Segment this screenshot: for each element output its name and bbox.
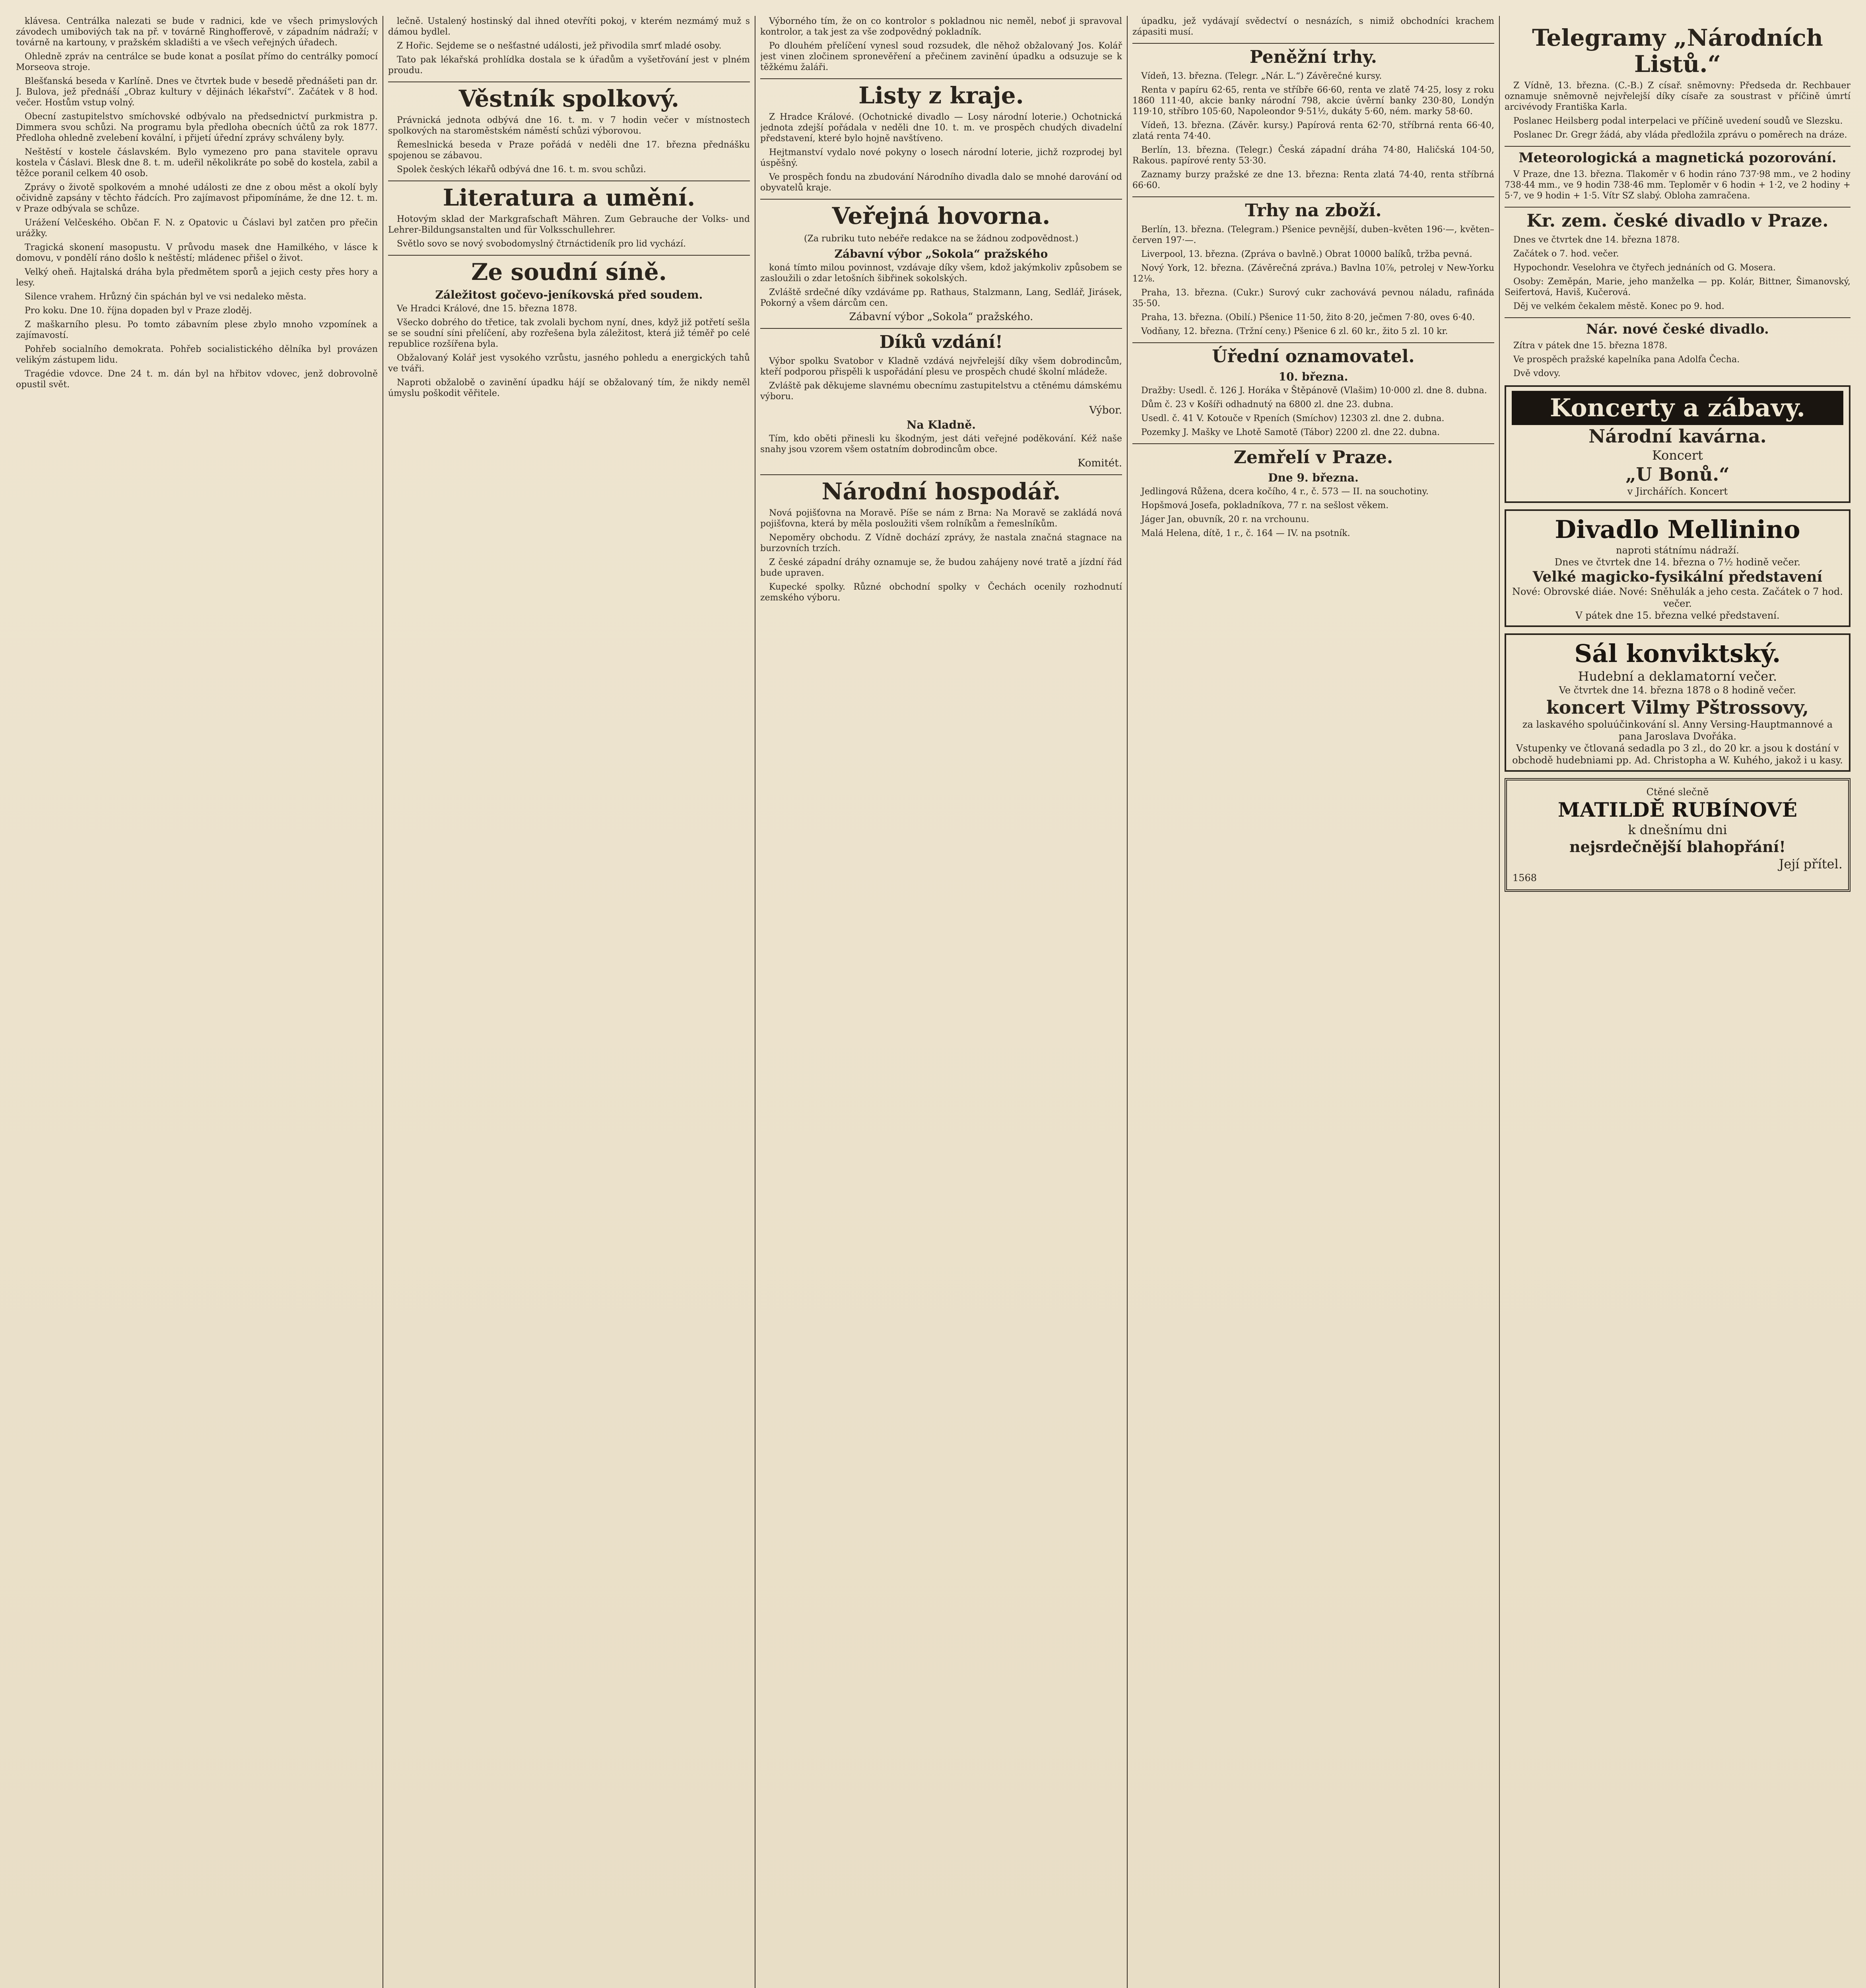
ad-line: V pátek dne 15. března velké představení. [1575, 610, 1780, 621]
paragraph: Tragická skonení masopustu. V průvodu masek dne Hamilkého, v lásce k domovu, v pondělí ráno došlo k neštěstí; mládenec přišel o život. [16, 243, 378, 263]
paragraph: Renta v papíru 62·65, renta ve stříbře 66·60, renta ve zlatě 74·25, losy z roku 1860 111·40, akcie banky národní 798, akcie úvěrní banky 230·80, Londýn 119·10, stříbro 105·60, Napoleondor 9·51½, dukáty 5·60, ném. marky 58·60. [1132, 85, 1494, 116]
ad-sal-konviktsky [1505, 633, 1850, 772]
section-heading-spolkovy: Věstník spolkový. [388, 82, 750, 112]
paragraph: Osoby: Zeměpán, Marie, jeho manželka — pp. Kolár, Bittner, Šimanovský, Seifertová, Haviš, Kučerová. [1505, 277, 1850, 297]
paragraph: Po dlouhém přelíčení vynesl soud rozsudek, dle něhož obžalovaný Jos. Kolář jest vinen zločinem spronevěření a přečinem zavinění úpadku a odsuzuje se k těžkému žaláři. [760, 41, 1122, 72]
ad-line: Koncert [1652, 448, 1703, 463]
ad-line: Nové: Obrovské diáe. Nové: Sněhulák a jeho cesta. Začátek o 7 hod. večer. [1512, 586, 1843, 609]
section-heading-penezni: Peněžní trhy. [1132, 43, 1494, 68]
paragraph: Pozemky J. Mašky ve Lhotě Samotě (Tábor) 2200 zl. dne 22. dubna. [1141, 427, 1440, 437]
paragraph: Zaznamy burzy pražské ze dne 13. března: Renta zlatá 74·40, renta stříbrná 66·60. [1132, 170, 1494, 190]
paragraph: Hypochondr. Veselohra ve čtyřech jednáních od G. Mosera. [1513, 263, 1776, 273]
paragraph: Z Hradce Králové. (Ochotnické divadlo — Losy národní loterie.) Ochotnická jednota zdejší pořádala v neděli dne 10. t. m. ve prospěch chudých divadelní představení, které bylo hojně navštíveno. [760, 112, 1122, 144]
paragraph: Vodňany, 12. března. (Tržní ceny.) Pšenice 6 zl. 60 kr., žito 5 zl. 10 kr. [1141, 326, 1448, 336]
column-4 [1132, 16, 1494, 1988]
ad-line: k dnešnímu dni [1628, 822, 1727, 837]
column-5 [1505, 16, 1850, 1988]
paragraph: V Praze, dne 13. března. Tlakoměr v 6 hodin ráno 737·98 mm., ve 2 hodiny 738·44 mm., ve 9 hodin 738·46 mm. Teploměr v 6 hodin + 1·2, ve 2 hodiny + 5·7, ve 9 hodin + 1·5. Vítr SZ slabý. Obloha zamračena. [1505, 169, 1850, 201]
section-heading-telegramy: Telegramy „Národních Listů.“ [1532, 24, 1823, 78]
paragraph: Berlín, 13. března. (Telegram.) Pšenice pevnější, duben–květen 196·—, květen–červen 197·—. [1132, 225, 1494, 245]
paragraph: Poslanec Heilsberg podal interpelaci ve příčině uvedení soudů ve Slezsku. [1513, 116, 1843, 126]
ad-line: nejsrdečnější blahopřání! [1569, 838, 1786, 856]
paragraph: Řemeslnická beseda v Praze pořádá v neděli dne 17. března přednášku spojenou se zábavou. [388, 140, 750, 161]
paragraph: úpadku, jež vydávají svědectví o nesnázích, s nimiž obchodníci krachem zápasiti musí. [1132, 16, 1494, 37]
paragraph: Hopšmová Josefa, pokladníkova, 77 r. na sešlost věkem. [1141, 501, 1389, 511]
column-2 [388, 16, 750, 1988]
paragraph: Obecní zastupitelstvo smíchovské odbývalo na předsednictví purkmistra p. Dimmera svou schůzi. Na programu byla předloha obecních účtů za rok 1877. Předloha ohledně zvelebení kovální, i přijetí úřední zprávy schváleny byly. [16, 112, 378, 143]
paragraph: Urážení Velčeského. Občan F. N. z Opatovic u Čáslavi byl zatčen pro přečin urážky. [16, 218, 378, 239]
section-heading-nove-divadlo: Nár. nové české divadlo. [1505, 317, 1850, 337]
section-heading-trhy: Trhy na zboží. [1132, 196, 1494, 221]
ad-divadlo-mellinino [1505, 509, 1850, 627]
paragraph: Ve Hradci Králové, dne 15. března 1878. [397, 304, 577, 314]
paragraph: Pro koku. Dne 10. října dopaden byl v Praze zloděj. [25, 306, 252, 316]
section-heading-hospodar: Národní hospodář. [760, 474, 1122, 505]
paragraph: Ve prospěch fondu na zbudování Národního divadla dalo se mnohé darování od obyvatelů kraje. [760, 172, 1122, 193]
section-heading-diku: Díků vzdání! [760, 328, 1122, 353]
paragraph: klávesa. Centrálka nalezati se bude v radnici, kde ve všech primyslových závodech umiboviých tak na př. v továrně Ringhofferově, v západním nádraží; v továrně na kartouny, v pražském skladišti a ve všech veřejných úřadech. [16, 16, 378, 48]
ad-line: Ve čtvrtek dne 14. března 1878 o 8 hodině večer. [1559, 685, 1796, 696]
ad-line: Velké magicko-fysikální představení [1532, 569, 1823, 585]
ad-code: 1568 [1513, 872, 1537, 883]
ad-title: Divadlo Mellinino [1555, 515, 1800, 544]
ad-line: Hudební a deklamatorní večer. [1578, 669, 1777, 684]
ad-line: Dnes ve čtvrtek dne 14. března o 7½ hodině večer. [1554, 557, 1801, 568]
paragraph: Právnická jednota odbývá dne 16. t. m. v 7 hodin večer v místnostech spolkových na staroměstském náměstí schůzi výborovou. [388, 115, 750, 136]
paragraph: Poslanec Dr. Gregr žádá, aby vláda předložila zprávu o poměrech na dráze. [1513, 130, 1847, 140]
ad-line: Vstupenky ve čtlovaná sedadla po 3 zl., do 20 kr. a jsou k dostání v obchodě hudebniami pp. Ad. Christopha a W. Kuhého, jakož i u kasy. [1512, 743, 1843, 766]
paragraph: Nový York, 12. března. (Závěrečná zpráva.) Bavlna 10⅞, petrolej v New-Yorku 12⅛. [1132, 263, 1494, 284]
paragraph: Zvláště pak děkujeme slavnému obecnímu zastupitelstvu a ctěnému dámskému výboru. [760, 381, 1122, 402]
ad-line: Ctěné slečně [1646, 786, 1709, 798]
paragraph: Nepoměry obchodu. Z Vídně dochází zprávy, že nastala značná stagnace na burzovních trzích. [760, 533, 1122, 553]
section-heading-hovorna: Veřejná hovorna. [760, 199, 1122, 229]
paragraph: Velký oheň. Hajtalská dráha byla předmětem sporů a jejich cesty přes hory a lesy. [16, 267, 378, 288]
paragraph: Pohřeb socialního demokrata. Pohřeb socialistického dělníka byl provázen velikým zástupem lidu. [16, 344, 378, 365]
section-subheading: Zábavní výbor „Sokola“ pražského [834, 247, 1048, 260]
paragraph: Zprávy o životě spolkovém a mnohé události ze dne z obou měst a okolí byly očividně zapsány v těchto řádcích. Pro zajímavost připomínáme, že dne 12. t. m. v Praze odbývala se schůze. [16, 182, 378, 214]
paragraph: Z české západní dráhy oznamuje se, že budou zahájeny nové tratě a jízdní řád bude upraven. [760, 557, 1122, 578]
paragraph: Malá Helena, dítě, 1 r., č. 164 — IV. na psotník. [1141, 528, 1350, 538]
paragraph: Dvě vdovy. [1513, 369, 1561, 379]
paragraph: Tím, kdo oběti přinesli ku škodným, jest dáti veřejné poděkování. Kéž naše snahy jsou vzorem všem ostatním dobrodincům obce. [760, 434, 1122, 454]
paragraph: Dům č. 23 v Košíři odhadnutý na 6800 zl. dne 23. dubna. [1141, 400, 1394, 410]
paragraph: Ohledně zpráv na centrálce se bude konat a posílat přímo do centrálky pomocí Morseova stroje. [16, 52, 378, 72]
ad-line: v Jirchářích. Koncert [1627, 486, 1728, 497]
section-heading-zemreli: Zemřelí v Praze. [1132, 443, 1494, 468]
paragraph: koná tímto milou povinnost, vzdávaje díky všem, kdož jakýmkoliv způsobem se zasloužili o zdar letošních šibřinek sokolských. [760, 263, 1122, 283]
ad-line: naproti státnímu nádraží. [1616, 545, 1739, 556]
paragraph: Světlo sovo se nový svobodomyslný čtrnáctideník pro lid vychází. [397, 239, 686, 249]
section-heading-literatura: Literatura a umění. [388, 181, 750, 211]
paragraph: Tragédie vdovce. Dne 24 t. m. dán byl na hřbitov vdovec, jenž dobrovolně opustil svět. [16, 369, 378, 390]
column-1 [16, 16, 378, 1988]
paragraph: lečně. Ustalený hostinský dal ihned otevříti pokoj, v kterém nezmámý muž s dámou bydlel. [388, 16, 750, 37]
ad-title: Koncerty a zábavy. [1512, 391, 1843, 425]
paragraph: Vídeň, 13. března. (Závěr. kursy.) Papírová renta 62·70, stříbrná renta 66·40, zlatá renta 74·40. [1132, 120, 1494, 141]
ad-line: za laskavého spoluúčinkování sl. Anny Versing-Hauptmannové a pana Jaroslava Dvořáka. [1522, 719, 1833, 742]
paragraph: Ve prospěch pražské kapelníka pana Adolfa Čecha. [1513, 355, 1740, 365]
paragraph: Hotovým sklad der Markgrafschaft Mähren. Zum Gebrauche der Volks- und Lehrer-Bildungsanstalten und für Volksschullehrer. [388, 214, 750, 235]
ad-title: MATILDĚ RUBÍNOVÉ [1557, 798, 1798, 821]
paragraph: Z maškarního plesu. Po tomto zábavním plese zbylo mnoho vzpomínek a zajímavostí. [16, 320, 378, 340]
paragraph: Začátek o 7. hod. večer. [1513, 249, 1619, 259]
section-subheading: Na Kladně. [906, 418, 976, 431]
paragraph: Z Hořic. Sejdeme se o nešťastné události, jež přivodila smrť mladé osoby. [397, 41, 722, 51]
column-rule [1499, 16, 1500, 1988]
paragraph: Praha, 13. března. (Cukr.) Surový cukr zachovává pevnou náladu, rafináda 35·50. [1132, 288, 1494, 309]
paragraph: Berlín, 13. března. (Telegr.) Česká západní dráha 74·80, Haličská 104·50, Rakous. papírové renty 53·30. [1132, 145, 1494, 166]
paragraph: Liverpool, 13. března. (Zpráva o bavlně.) Obrat 10000 balíků, tržba pevná. [1141, 249, 1472, 259]
paragraph: Výborného tím, že on co kontrolor s pokladnou nic neměl, neboť ji spravoval kontrolor, a tak jest za vše zodpovědný pokladník. [760, 16, 1122, 37]
paragraph: Spolek českých lékařů odbývá dne 16. t. m. svou schůzi. [397, 165, 646, 175]
paragraph: Praha, 13. března. (Obilí.) Pšenice 11·50, žito 8·20, ječmen 7·80, oves 6·40. [1141, 313, 1475, 322]
section-heading-meteo: Meteorologická a magnetická pozorování. [1505, 146, 1850, 166]
section-subheading: Záležitost gočevo-jeníkovská před soudem. [435, 288, 703, 301]
ad-line: „U Bonů.“ [1625, 464, 1730, 485]
section-heading-soudni: Ze soudní síně. [388, 255, 750, 285]
section-subheading: 10. března. [1278, 370, 1348, 383]
paragraph: Výbor spolku Svatobor v Kladně vzdává nejvřelejší díky všem dobrodincům, kteří podporou přispěli k uspořádání plesu ve prospěch chudé školní mládeže. [760, 356, 1122, 377]
ad-title: Sál konviktský. [1574, 639, 1781, 668]
paragraph: Jedlingová Růžena, dcera kočího, 4 r., č. 573 — II. na souchotiny. [1141, 487, 1429, 497]
ad-line: Národní kavárna. [1588, 425, 1767, 447]
section-heading-urední: Úřední oznamovatel. [1132, 342, 1494, 367]
section-note: (Za rubriku tuto nebéře redakce na se žádnou zodpovědnost.) [804, 234, 1078, 244]
ad-koncerty [1505, 385, 1850, 503]
column-rule [1127, 16, 1128, 1988]
paragraph: Jáger Jan, obuvník, 20 r. na vrchounu. [1141, 514, 1309, 524]
paragraph: Dnes ve čtvrtek dne 14. března 1878. [1513, 235, 1680, 245]
paragraph: Děj ve velkém čekalem městě. Konec po 9. hod. [1513, 301, 1724, 311]
paragraph: Dražby: Usedl. č. 126 J. Horáka v Štěpánově (Vlašim) 10·000 zl. dne 8. dubna. [1141, 386, 1487, 396]
paragraph: Vídeň, 13. března. (Telegr. „Nár. L.“) Závěrečné kursy. [1141, 71, 1382, 81]
paragraph: Kupecké spolky. Různé obchodní spolky v Čechách ocenily rozhodnutí zemského výboru. [760, 582, 1122, 603]
section-heading-divadlo: Kr. zem. české divadlo v Praze. [1505, 207, 1850, 231]
section-heading-listy: Listy z kraje. [760, 78, 1122, 109]
ad-line: koncert Vilmy Pštrossovy, [1546, 697, 1809, 718]
signature: Zábavní výbor „Sokola“ pražského. [849, 311, 1033, 323]
paragraph: Obžalovaný Kolář jest vysokého vzrůstu, jasného pohledu a energických tahů ve tváři. [388, 353, 750, 374]
paragraph: Zítra v pátek dne 15. března 1878. [1513, 341, 1668, 351]
ad-line: Její přítel. [1779, 856, 1843, 872]
paragraph: Usedl. č. 41 V. Kotouče v Rpeních (Smíchov) 12303 zl. dne 2. dubna. [1141, 414, 1445, 423]
paragraph: Blešťanská beseda v Karlíně. Dnes ve čtvrtek bude v besedě přednášeti pan dr. J. Bulova, jež přednáší „Obraz kultury v dějinách lékařství“. Začátek v 8 hod. večer. Hostům vstup volný. [16, 76, 378, 108]
ad-blahoprani [1505, 778, 1850, 892]
paragraph: Silence vrahem. Hrůzný čin spáchán byl ve vsi nedaleko města. [25, 292, 307, 302]
section-subheading: Dne 9. března. [1268, 471, 1359, 484]
paragraph: Tato pak lékařská prohlídka dostala se k úřadům a vyšetřování jest v plném proudu. [388, 55, 750, 76]
paragraph: Naproti obžalobě o zavinění úpadku hájí se obžalovaný tím, že nikdy neměl úmyslu poškodit věřitele. [388, 378, 750, 398]
paragraph: Všecko dobrého do třetice, tak zvolali bychom nyní, dnes, když již potřetí sešla se se soudní síni přelíčení, aby rozřešena byla záležitost, která již téměř po celé republice rozšířena byla. [388, 318, 750, 349]
signature: Výbor. [1089, 404, 1122, 416]
paragraph: Neštěstí v kostele čáslavském. Bylo vymezeno pro pana stavitele opravu kostela v Čáslavi. Blesk dne 8. t. m. udeřil několikráte po sobě do kostela, zabil a těžce poranil celkem 40 osob. [16, 147, 378, 179]
paragraph: Nová pojišťovna na Moravě. Píše se nám z Brna: Na Moravě se zakládá nová pojišťovna, která by měla posloužiti všem rolníkům a řemeslníkům. [760, 508, 1122, 529]
paragraph: Z Vídně, 13. března. (C.-B.) Z císař. sněmovny: Předseda dr. Rechbauer oznamuje sněmovně nejvřelejší díky císaře za soustrast v příčině úmrtí arcivévody Františka Karla. [1505, 81, 1850, 112]
paragraph: Hejtmanství vydalo nové pokyny o losech národní loterie, jichž rozprodej byl úspěšný. [760, 148, 1122, 168]
paragraph: Zvláště srdečné díky vzdáváme pp. Rathaus, Stalzmann, Lang, Sedlář, Jirásek, Pokorný a všem dárcům cen. [760, 287, 1122, 308]
signature: Komitét. [1078, 457, 1122, 469]
column-3 [760, 16, 1122, 1988]
